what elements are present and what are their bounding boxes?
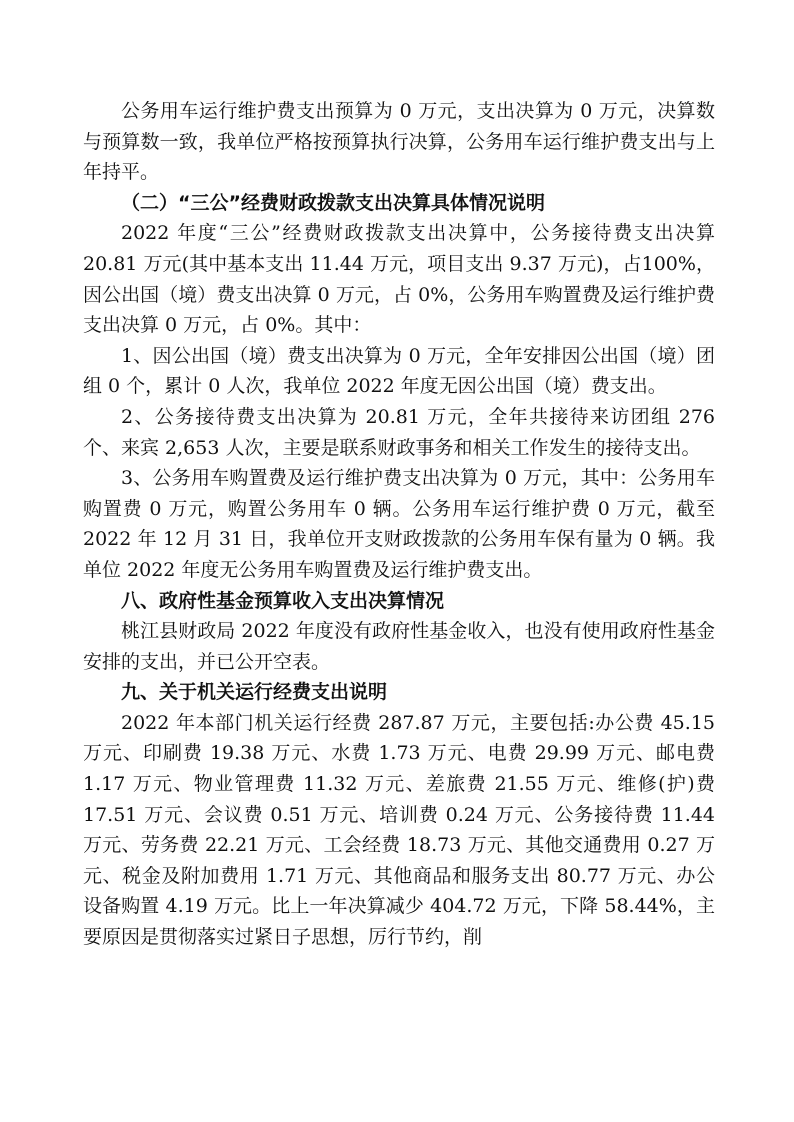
paragraph-three-public-summary: 2022 年度“三公”经费财政拨款支出决算中，公务接待费支出决算 20.81 万元(其中基本支出 11.44 万元，项目支出 9.37 万元)，占100%，因公出国（境）费支出决算 0 万元，占 0%，公务用车购置费及运行维护费支出决算 0 万元，占 0%。其中： [83,222,715,337]
heading-operating-expenses: 九、关于机关运行经费支出说明 [121,681,388,704]
paragraph-reception-expenses: 2、公务接待费支出决算为 20.81 万元，全年共接待来访团组 276 个、来宾 2,653 人次，主要是联系财政事务和相关工作发生的接待支出。 [83,405,715,459]
paragraph-vehicle-maintenance: 公务用车运行维护费支出预算为 0 万元，支出决算为 0 万元，决算数与预算数一致，我单位严格按预算执行决算，公务用车运行维护费支出与上年持平。 [83,100,715,184]
heading-government-fund: 八、政府性基金预算收入支出决算情况 [121,589,445,612]
document-page [83,96,715,953]
paragraph-government-fund: 桃江县财政局 2022 年度没有政府性基金收入，也没有使用政府性基金安排的支出，并已公开空表。 [83,620,715,673]
paragraph-operating-expenses: 2022 年本部门机关运行经费 287.87 万元，主要包括:办公费 45.15 万元、印刷费 19.38 万元、水费 1.73 万元、电费 29.99 万元、邮电费 1.17 万元、物业管理费 11.32 万元、差旅费 21.55 万元、维修(护)费 17.51 万元、会议费 0.51 万元、培训费 0.24 万元、公务接待费 11.44 万元、劳务费 22.21 万元、工会经费 18.73 万元、其他交通费用 0.27 万元、税金及附加费用 1.71 万元、其他商品和服务支出 80.77 万元、办公设备购置 4.19 万元。比上一年决算减少 404.72 万元，下降 58.44%，主要原因是贯彻落实过紧日子思想，厉行节约，削 [83,711,715,949]
heading-three-public-expenses: （二）“三公”经费财政拨款支出决算具体情况说明 [121,191,545,214]
paragraph-overseas-travel: 1、因公出国（境）费支出决算为 0 万元，全年安排因公出国（境）团组 0 个，累计 0 人次，我单位 2022 年度无因公出国（境）费支出。 [83,344,715,398]
paragraph-vehicle-expenses: 3、公务用车购置费及运行维护费支出决算为 0 万元，其中：公务用车购置费 0 万元，购置公务用车 0 辆。公务用车运行维护费 0 万元，截至 2022 年 12 月 31 日，我单位开支财政拨款的公务用车保有量为 0 辆。我单位 2022 年度无公务用车购置费及运行维护费支出。 [83,467,715,581]
